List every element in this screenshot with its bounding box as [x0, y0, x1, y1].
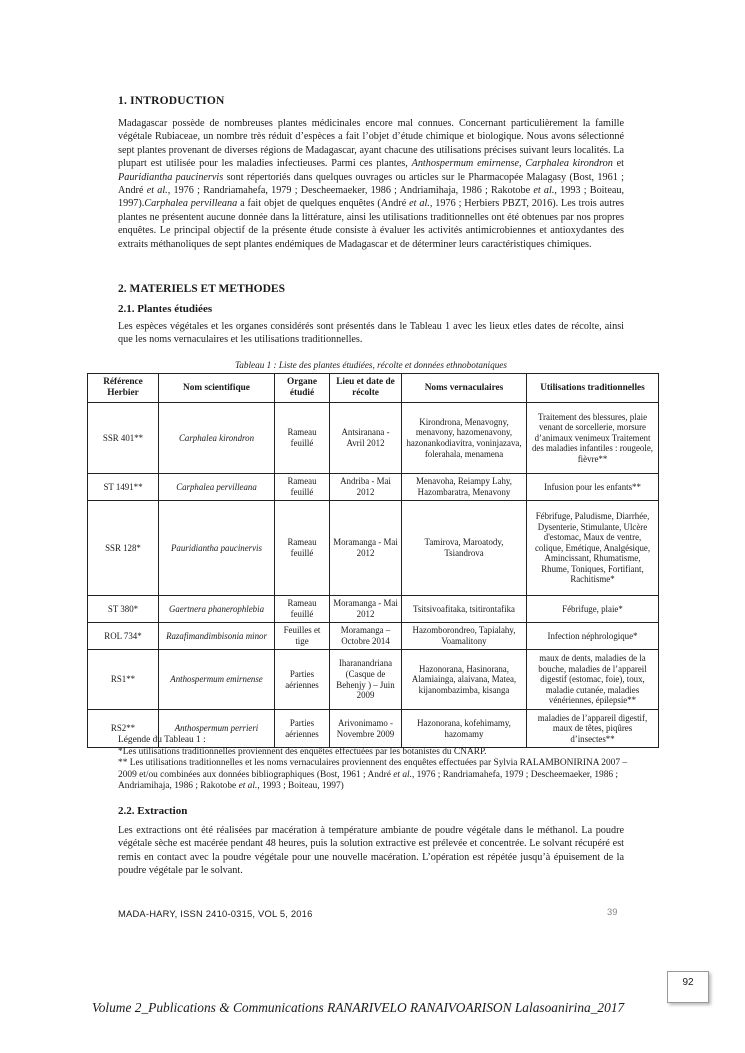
table-cell: maladies de l’appareil digestif, maux de têtes, piqûres d’insectes**	[527, 710, 659, 748]
table-cell: Parties aériennes	[275, 650, 330, 710]
table-cell: Antsiranana - Avril 2012	[330, 403, 402, 474]
legend-title: Légende du Tableau 1 :	[118, 735, 206, 745]
table-cell: Rameau feuillé	[275, 403, 330, 474]
table-header: Référence Herbier	[88, 374, 159, 403]
volume-footer: Volume 2_Publications & Communications RANARIVELO RANAIVOARISON Lalasoanirina_2017	[92, 1000, 625, 1015]
table-row	[88, 403, 659, 474]
plants-subheading: 2.1. Plantes étudiées	[118, 303, 213, 315]
table-cell: ROL 734*	[88, 623, 159, 650]
table-row	[88, 623, 659, 650]
table-header: Noms vernaculaires	[402, 374, 527, 403]
table-cell: Pauridiantha paucinervis	[159, 501, 275, 596]
table-header: Organe étudié	[275, 374, 330, 403]
table-cell: Gaertnera phanerophlebia	[159, 596, 275, 623]
table-cell: Andriba - Mai 2012	[330, 474, 402, 501]
table-cell: ST 1491**	[88, 474, 159, 501]
table-cell: Arivonimamo - Novembre 2009	[330, 710, 402, 748]
table-cell: Moramanga - Mai 2012	[330, 596, 402, 623]
journal-footer: MADA-HARY, ISSN 2410-0315, VOL 5, 2016	[118, 908, 313, 919]
table-cell: Fébrifuge, plaie*	[527, 596, 659, 623]
table-cell: Hazonorana, kofehimamy, hazomamy	[402, 710, 527, 748]
extraction-paragraph: Les extractions ont été réalisées par macération à température ambiante de poudre végétale dans le méthanol. La poudre végétale sèche est macérée pendant 48 heures, puis la solution extractive est prélevée et concentrée. Le solvant récupéré est remis en contact avec la poudre végétale pour une nouvelle macération. L’opération est répétée jusqu’à épuisement de la poudre végétale par le solvant.	[118, 825, 624, 877]
journal-page-number: 39	[607, 906, 618, 917]
table-cell: Moramanga - Mai 2012	[330, 501, 402, 596]
table-cell: Carphalea kirondron	[159, 403, 275, 474]
table-cell: Feuilles et tige	[275, 623, 330, 650]
legend-note-2: ** Les utilisations traditionnelles et les noms vernaculaires proviennent des enquêtes effectuées par Sylvia RALAMBONIRINA 2007 – 2009 et/ou combinées aux données bibliographiques (Bost, 1961 ; André et al., 1976 ; Randriamahefa, 1979 ; Descheemaeker, 1986 ; Andriamihaja, 1986 ; Rakotobe et al., 1993 ; Boiteau, 1997)	[118, 758, 628, 792]
table-cell: Razafimandimbisonia minor	[159, 623, 275, 650]
table-cell: Carphalea pervilleana	[159, 474, 275, 501]
methods-heading: 2. MATERIELS ET METHODES	[118, 283, 286, 295]
table-header: Utilisations traditionnelles	[527, 374, 659, 403]
extraction-subheading: 2.2. Extraction	[118, 805, 188, 817]
table-cell: Traitement des blessures, plaie venant de sorcellerie, morsure d’animaux venimeux Traitement des maladies infantiles : rougeole, fièvre**	[527, 403, 659, 474]
plants-paragraph: Les espèces végétales et les organes considérés sont présentés dans le Tableau 1 avec les lieux etles dates de récolte, ainsi que les noms vernaculaires et les utilisations traditionnelles.	[118, 321, 624, 346]
table-cell: Moramanga – Octobre 2014	[330, 623, 402, 650]
table-cell: Infection néphrologique*	[527, 623, 659, 650]
table-cell: Rameau feuillé	[275, 474, 330, 501]
table-cell: maux de dents, maladies de la bouche, maladies de l’appareil digestif (estomac, foie), toux, maladie cutanée, maladies vénériennes, épilepsie**	[527, 650, 659, 710]
table-cell: Menavoha, Reiampy Lahy, Hazombaratra, Menavony	[402, 474, 527, 501]
table-cell: Anthospermum perrieri	[159, 710, 275, 748]
table-cell: Tsitsivoafitaka, tsitirontafika	[402, 596, 527, 623]
table-cell: Rameau feuillé	[275, 501, 330, 596]
table-cell: Anthospermum emirnense	[159, 650, 275, 710]
table-cell: Infusion pour les enfants**	[527, 474, 659, 501]
table-cell: SSR 128*	[88, 501, 159, 596]
introduction-paragraph: Madagascar possède de nombreuses plantes médicinales encore mal connues. Concernant particulièrement la famille végétale Rubiaceae, un nombre très réduit d’espèces a fait l’objet d’étude chimique et biologique. Nous avons sélectionné sept plantes provenant de diverses régions de Madagascar, ayant chacune des utilisations précises suivant leurs localités. La plupart est utilisée pour les maladies infectieuses. Parmi ces plantes, Anthospermum emirnense, Carphalea kirondron et Pauridiantha paucinervis sont répertoriés dans quelques ouvrages ou articles sur le Pharmacopée Malagasy (Bost, 1961 ; André et al., 1976 ; Randriamahefa, 1979 ; Descheemaeker, 1986 ; Andriamihaja, 1986 ; Rakotobe et al., 1993 ; Boiteau, 1997).Carphalea pervilleana a fait objet de quelques enquêtes (André et al., 1976 ; Herbiers PBZT, 2016). Les trois autres plantes ne présentent aucune donnée dans la littérature, ainsi les utilisations traditionnelles ont été obtenues par nos propres enquêtes. Le principal objectif de la présente étude consiste à évaluer les activités antimicrobiennes et antioxydantes des extraits méthanoliques de sept plantes endémiques de Madagascar et de déterminer leurs caractéristiques chimiques.	[118, 118, 625, 250]
table-caption: Tableau 1 : Liste des plantes étudiées, récolte et données ethnobotaniques	[235, 360, 507, 370]
table-row	[88, 596, 659, 623]
table-cell: Parties aériennes	[275, 710, 330, 748]
table-cell: Rameau feuillé	[275, 596, 330, 623]
table-header: Nom scientifique	[159, 374, 275, 403]
table-cell: Kirondrona, Menavogny, menavony, hazomenavony, hazonankodiavitra, voninjazava, folerahala, menamena	[402, 403, 527, 474]
table-cell: Fébrifuge, Paludisme, Diarrhée, Dysenterie, Stimulante, Ulcère d'estomac, Maux de ventre, colique, Emétique, Analgésique, Amincissant, Rhumatisme, Rhume, Toniques, Fortifiant, Rachitisme*	[527, 501, 659, 596]
table-row	[88, 474, 659, 501]
table-cell: Tamirova, Maroatody, Tsiandrova	[402, 501, 527, 596]
table-legend	[118, 735, 638, 793]
table-cell: Iharanandriana (Casque de Behenjy ) – Juin 2009	[330, 650, 402, 710]
table-cell: SSR 401**	[88, 403, 159, 474]
legend-note-1: *Les utilisations traditionnelles proviennent des enquêtes effectuées par les botanistes du CNARP.	[118, 746, 487, 757]
table-cell: RS1**	[88, 650, 159, 710]
table-cell: Hazomborondreo, Tapialahy, Voamalitony	[402, 623, 527, 650]
table-cell: ST 380*	[88, 596, 159, 623]
page-number-badge: 92	[667, 971, 709, 1003]
introduction-heading: 1. INTRODUCTION	[118, 95, 225, 107]
table-row	[88, 650, 659, 710]
table-row	[88, 501, 659, 596]
table-cell: RS2**	[88, 710, 159, 748]
table-header: Lieu et date de récolte	[330, 374, 402, 403]
plants-table	[87, 373, 659, 748]
table-header-row	[88, 374, 659, 403]
table-cell: Hazonorana, Hasinorana, Alamiainga, alaivana, Matea, kijanombazimba, kisanga	[402, 650, 527, 710]
